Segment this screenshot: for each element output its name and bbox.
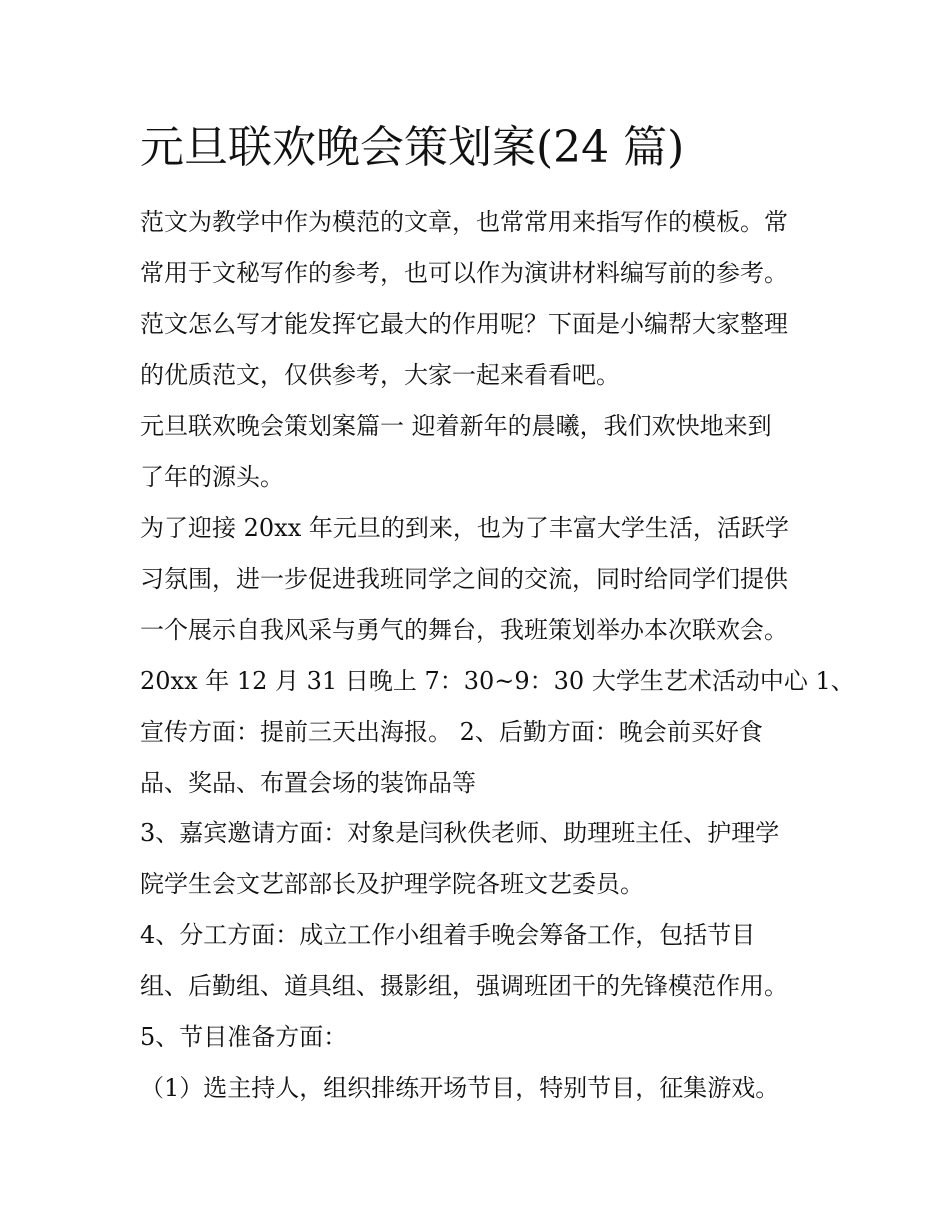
body-line-14: 院学生会文艺部部长及护理学院各班文艺委员。 bbox=[140, 870, 644, 898]
body-line-11: 宣传方面：提前三天出海报。 2、后勤方面：晚会前买好食 bbox=[140, 718, 763, 746]
body-line-7: 为了迎接 20xx 年元旦的到来，也为了丰富大学生活，活跃学 bbox=[140, 514, 789, 542]
body-line-8: 习氛围，进一步促进我班同学之间的交流，同时给同学们提供 bbox=[140, 565, 788, 593]
document-title: 元旦联欢晚会策划案(24 篇) bbox=[140, 122, 685, 173]
body-line-5: 元旦联欢晚会策划案篇一 迎着新年的晨曦，我们欢快地来到 bbox=[140, 412, 772, 440]
body-line-1: 范文为教学中作为模范的文章，也常常用来指写作的模板。常 bbox=[140, 208, 788, 236]
body-line-6: 了年的源头。 bbox=[140, 463, 284, 491]
body-line-3: 范文怎么写才能发挥它最大的作用呢？下面是小编帮大家整理 bbox=[140, 310, 788, 338]
body-line-4: 的优质范文，仅供参考，大家一起来看看吧。 bbox=[140, 361, 620, 389]
body-line-2: 常用于文秘写作的参考，也可以作为演讲材料编写前的参考。 bbox=[140, 259, 788, 287]
body-line-16: 组、后勤组、道具组、摄影组，强调班团干的先锋模范作用。 bbox=[140, 972, 788, 1000]
body-line-12: 品、奖品、布置会场的装饰品等 bbox=[140, 769, 476, 797]
body-line-18: （1）选主持人，组织排练开场节目，特别节目，征集游戏。 bbox=[140, 1074, 780, 1102]
body-line-17: 5、节目准备方面： bbox=[140, 1023, 348, 1051]
body-line-10: 20xx 年 12 月 31 日晚上 7：30~9：30 大学生艺术活动中心 1、 bbox=[140, 667, 855, 695]
body-line-13: 3、嘉宾邀请方面：对象是闫秋佚老师、助理班主任、护理学 bbox=[140, 819, 780, 847]
body-line-9: 一个展示自我风采与勇气的舞台，我班策划举办本次联欢会。 bbox=[140, 616, 788, 644]
body-line-15: 4、分工方面：成立工作小组着手晚会筹备工作，包括节目 bbox=[140, 921, 756, 949]
